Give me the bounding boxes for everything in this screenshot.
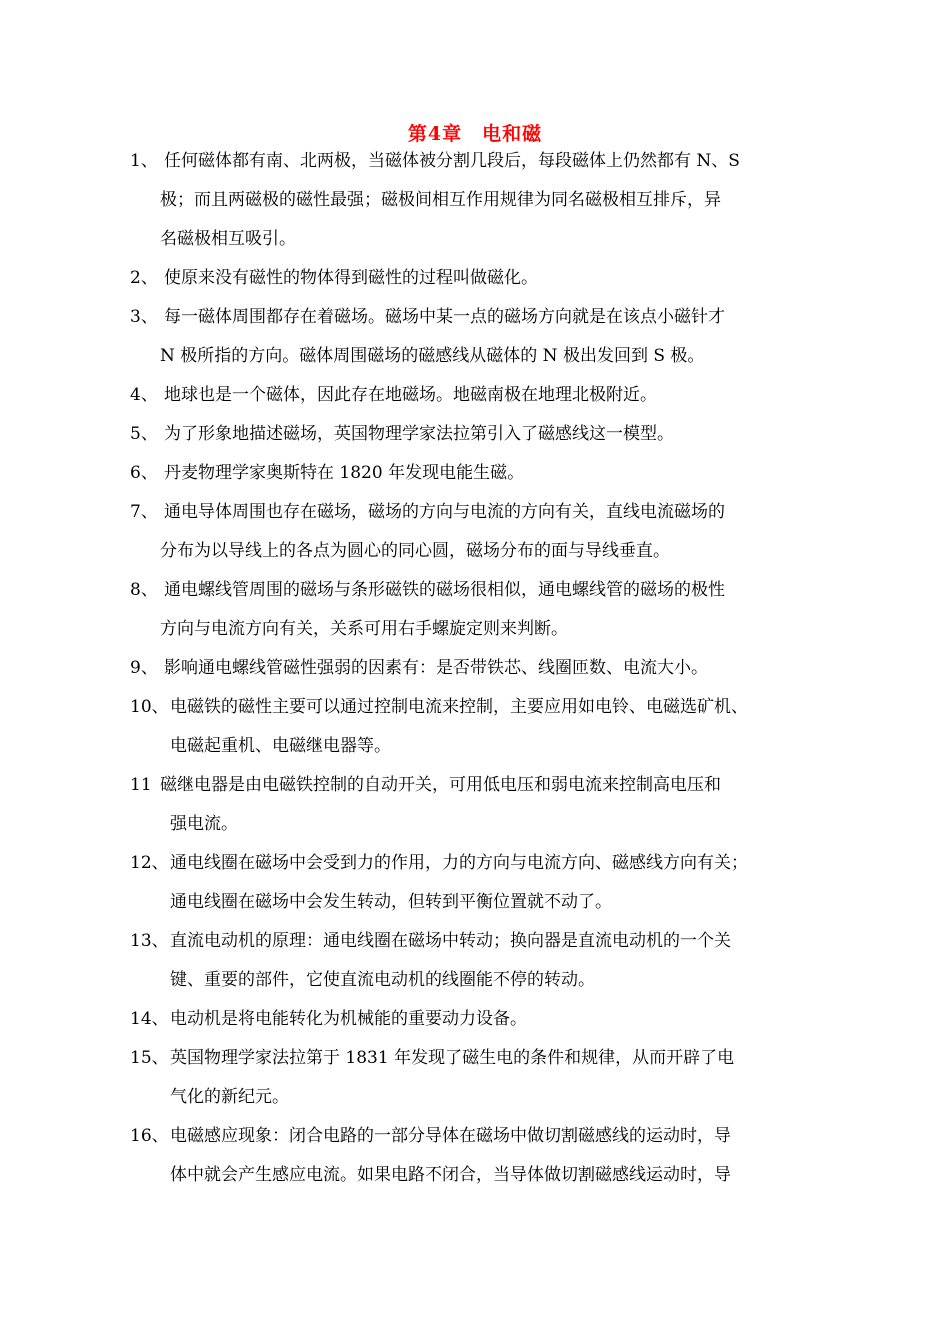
list-item-text: 通电线圈在磁场中会发生转动，但转到平衡位置就不动了。	[170, 892, 612, 912]
list-item-number: 8、	[130, 580, 158, 600]
list-item-number: 16、	[130, 1126, 169, 1146]
list-item-line	[0, 1082, 950, 1121]
list-item-text: 任何磁体都有南、北两极，当磁体被分割几段后，每段磁体上仍然都有 N、S	[164, 151, 740, 171]
list-item-text: 体中就会产生感应电流。如果电路不闭合，当导体做切割磁感线运动时，导	[170, 1165, 731, 1185]
list-item-line	[0, 926, 950, 965]
list-item-number: 6、	[130, 463, 158, 483]
list-item-text: 通电线圈在磁场中会受到力的作用，力的方向与电流方向、磁感线方向有关；	[170, 853, 748, 873]
list-item	[0, 146, 950, 263]
list-item-text: 电磁起重机、电磁继电器等。	[170, 736, 391, 756]
list-item-text: 每一磁体周围都存在着磁场。磁场中某一点的磁场方向就是在该点小磁针才	[164, 307, 725, 327]
list-item-line	[0, 341, 950, 380]
list-item-number: 7、	[130, 502, 158, 522]
list-item-line	[0, 536, 950, 575]
list-item-number: 10、	[130, 697, 169, 717]
list-item-line	[0, 731, 950, 770]
list-item-line	[0, 809, 950, 848]
list-item-number: 1、	[130, 151, 158, 171]
list-item-line	[0, 185, 950, 224]
list-item-text: 使原来没有磁性的物体得到磁性的过程叫做磁化。	[164, 268, 538, 288]
list-item-text: 极；而且两磁极的磁性最强；磁极间相互作用规律为同名磁极相互排斥，异	[160, 190, 721, 210]
list-item-text: 电动机是将电能转化为机械能的重要动力设备。	[170, 1009, 527, 1029]
list-item-text: 丹麦物理学家奥斯特在 1820 年发现电能生磁。	[164, 463, 525, 483]
list-item-line	[0, 692, 950, 731]
list-item-line	[0, 146, 950, 185]
list-item	[0, 926, 950, 1004]
list-item-line	[0, 1043, 950, 1082]
list-item-line	[0, 1121, 950, 1160]
list-item-line	[0, 263, 950, 302]
list-item	[0, 575, 950, 653]
list-item	[0, 302, 950, 380]
list-item-line	[0, 848, 950, 887]
list-item-number: 14、	[130, 1009, 169, 1029]
list-item-number: 3、	[130, 307, 158, 327]
list-item-text: 地球也是一个磁体，因此存在地磁场。地磁南极在地理北极附近。	[164, 385, 657, 405]
list-item	[0, 770, 950, 848]
list-item-text: 强电流。	[170, 814, 238, 834]
list-item	[0, 458, 950, 497]
list-item-line	[0, 965, 950, 1004]
list-item-text: 分布为以导线上的各点为圆心的同心圆，磁场分布的面与导线垂直。	[160, 541, 670, 561]
list-item-line	[0, 614, 950, 653]
list-item	[0, 263, 950, 302]
list-item-line	[0, 770, 950, 809]
list-item-line	[0, 1160, 950, 1199]
list-item-number: 15、	[130, 1048, 169, 1068]
list-item	[0, 497, 950, 575]
list-item	[0, 1004, 950, 1043]
list-item-text: 键、重要的部件，它使直流电动机的线圈能不停的转动。	[170, 970, 595, 990]
list-item-text: 通电导体周围也存在磁场，磁场的方向与电流的方向有关，直线电流磁场的	[164, 502, 725, 522]
chapter-title: 第4章 电和磁	[407, 123, 543, 145]
list-item-text: 影响通电螺线管磁性强弱的因素有：是否带铁芯、线圈匝数、电流大小。	[164, 658, 708, 678]
list-item-line	[0, 302, 950, 341]
list-item	[0, 653, 950, 692]
list-item-line	[0, 380, 950, 419]
list-item-line	[0, 224, 950, 263]
list-item	[0, 848, 950, 926]
list-item-text: 气化的新纪元。	[170, 1087, 289, 1107]
list-item	[0, 1043, 950, 1121]
list-item-text: 英国物理学家法拉第于 1831 年发现了磁生电的条件和规律，从而开辟了电	[170, 1048, 735, 1068]
list-item-text: 磁继电器是由电磁铁控制的自动开关，可用低电压和弱电流来控制高电压和	[160, 775, 721, 795]
list-item-number: 12、	[130, 853, 169, 873]
list-item-number: 9、	[130, 658, 158, 678]
list-item	[0, 419, 950, 458]
list-item-number: 2、	[130, 268, 158, 288]
list-item-line	[0, 458, 950, 497]
list-item-line	[0, 497, 950, 536]
list-item-number: 5、	[130, 424, 158, 444]
list-item-line	[0, 1004, 950, 1043]
list-item-line	[0, 575, 950, 614]
list-item-text: N 极所指的方向。磁体周围磁场的磁感线从磁体的 N 极出发回到 S 极。	[160, 346, 705, 366]
numbered-list	[0, 146, 950, 1199]
list-item-line	[0, 419, 950, 458]
list-item-text: 方向与电流方向有关，关系可用右手螺旋定则来判断。	[160, 619, 568, 639]
list-item-text: 电磁感应现象：闭合电路的一部分导体在磁场中做切割磁感线的运动时，导	[170, 1126, 731, 1146]
list-item	[0, 380, 950, 419]
list-item-number: 13、	[130, 931, 169, 951]
list-item	[0, 692, 950, 770]
list-item-text: 直流电动机的原理：通电线圈在磁场中转动；换向器是直流电动机的一个关	[170, 931, 731, 951]
list-item-line	[0, 887, 950, 926]
list-item-number: 11	[130, 775, 152, 795]
list-item-text: 为了形象地描述磁场，英国物理学家法拉第引入了磁感线这一模型。	[164, 424, 674, 444]
list-item-line	[0, 653, 950, 692]
list-item-text: 电磁铁的磁性主要可以通过控制电流来控制，主要应用如电铃、电磁选矿机、	[170, 697, 748, 717]
list-item-text: 名磁极相互吸引。	[160, 229, 296, 249]
list-item	[0, 1121, 950, 1199]
list-item-text: 通电螺线管周围的磁场与条形磁铁的磁场很相似，通电螺线管的磁场的极性	[164, 580, 725, 600]
list-item-number: 4、	[130, 385, 158, 405]
